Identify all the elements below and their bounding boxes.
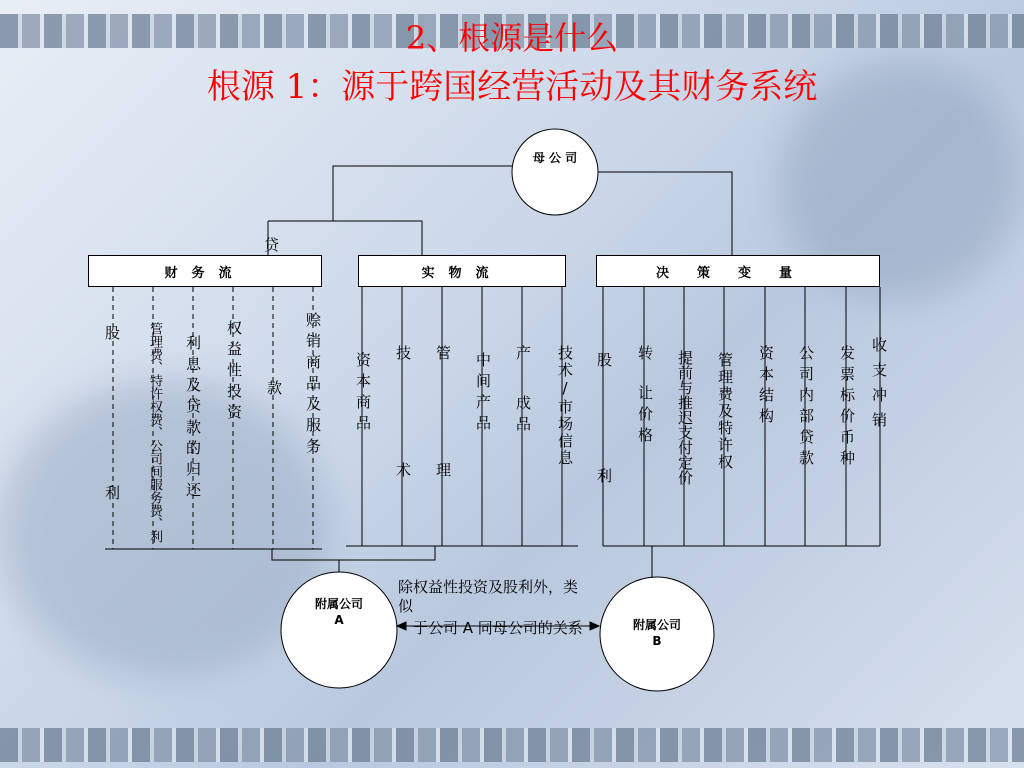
finance-equity-investment: 权益性投资 [225,320,243,425]
slide-title: 2、根源是什么 [405,19,619,57]
parent-company-circle [512,129,598,215]
relation-note-line3: 于公司 A 同母公司的关系 [413,619,583,637]
finance-dividend-bottom: 利 [103,485,121,506]
parent-company-label: 母 公 司 [532,151,578,165]
goods-flow-box: 实物流 [358,255,566,287]
goods-capital-goods: 资本商品 [354,352,372,436]
relation-note-line1: 除权益性投资及股利外，类 [398,578,579,596]
finance-interest-repayment: 利息及贷款的归还 [184,335,202,503]
goods-management-bottom: 理 [434,462,452,483]
decision-mgmt-royalty: 管理费及特许权 [716,352,734,471]
goods-tech-market-info: 技术/市场信息 [556,345,574,467]
goods-finished-bottom: 成品 [514,395,532,437]
relation-note-line2: 似 [398,597,414,615]
finance-dividend-top: 股 [103,325,121,346]
goods-technology-bottom: 术 [394,462,412,483]
subsidiary-a-label-line2: A [334,613,344,627]
decision-invoice-currency: 发票标价币种 [838,345,856,471]
subsidiary-a-circle [281,572,397,688]
goods-management-top: 管 [434,345,452,366]
decision-variables-box: 决策变量 [596,255,880,287]
goods-finished-top: 产 [514,345,532,366]
decision-dividend-bottom: 利 [595,468,613,489]
loan-label: 贷 [264,236,280,254]
subsidiary-b-label-line1: 附属公司 [632,618,681,632]
decision-transfer-bottom: 让价格 [636,385,654,448]
finance-mgmt-fee: 管理费、特许权费、公司间服务费、利 [147,322,162,543]
goods-intermediate-products: 中间产品 [474,352,492,436]
finance-credit-sales: 赊销商品及服务 [304,312,322,459]
decision-transfer-top: 转 [636,345,654,366]
slide-subtitle: 根源 1：源于跨国经营活动及其财务系统 [206,67,818,107]
decision-capital-structure: 资本结构 [757,345,775,429]
decision-intercompany-loan: 公司内部贷款 [797,345,815,471]
finance-flow-box: 财务流 [88,255,322,287]
finance-loan: 款 [265,380,283,401]
goods-technology-top: 技 [394,345,412,366]
decision-dividend-top: 股 [595,352,613,373]
subsidiary-a-label-line1: 附属公司 [314,597,363,611]
decision-receipts-netting: 收支冲销 [870,337,888,437]
subsidiary-b-label-line2: B [652,634,662,648]
decision-lead-lag: 提前与推迟支付定价 [676,350,694,485]
